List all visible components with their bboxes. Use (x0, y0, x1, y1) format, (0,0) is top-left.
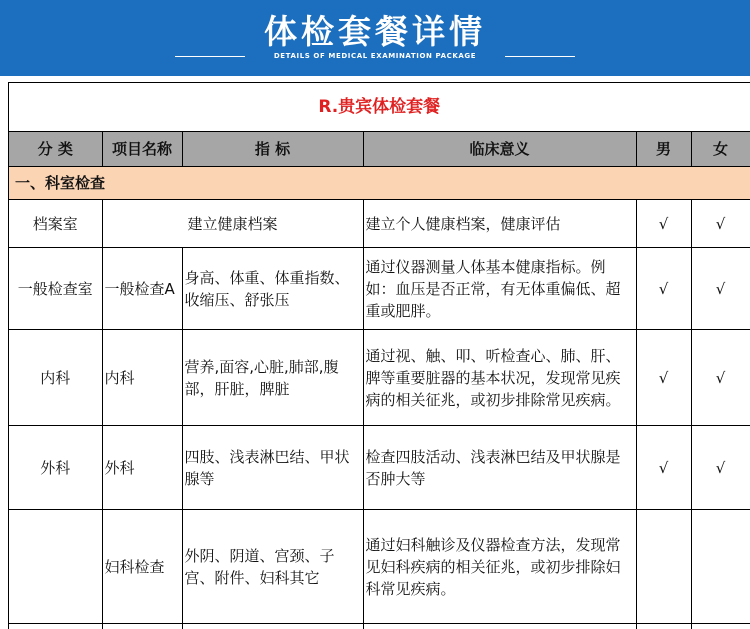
cell-male-check: √ (636, 200, 691, 248)
cell-empty (636, 624, 691, 629)
page-banner (0, 0, 750, 76)
cell-male-check: √ (636, 248, 691, 330)
cell-female-check: √ (691, 200, 750, 248)
table-title-row (9, 83, 750, 132)
header-item: 项目名称 (102, 132, 182, 167)
cell-item: 外科 (102, 426, 182, 510)
section-title: 一、科室检查 (9, 167, 750, 200)
cell-meaning: 检查四肢活动、浅表淋巴结及甲状腺是否肿大等 (363, 426, 636, 510)
cell-empty (182, 624, 363, 629)
cell-female-check: √ (691, 248, 750, 330)
header-category: 分 类 (9, 132, 102, 167)
cell-meaning: 通过视、触、叩、听检查心、肺、肝、脾等重要脏器的基本状况，发现常见疾病的相关征兆，或初步排除常见疾病。 (363, 330, 636, 426)
header-indicators: 指 标 (182, 132, 363, 167)
cell-empty (363, 624, 636, 629)
section-row (9, 167, 750, 200)
table-row (9, 426, 750, 510)
package-table (9, 83, 750, 629)
table-header-row (9, 132, 750, 167)
table-row (9, 248, 750, 330)
cell-empty (102, 624, 182, 629)
header-meaning: 临床意义 (363, 132, 636, 167)
cell-empty (691, 624, 750, 629)
table-row (9, 624, 750, 629)
header-male: 男 (636, 132, 691, 167)
cell-male-check (636, 510, 691, 624)
cell-category: 外科 (9, 426, 102, 510)
cell-category: 内科 (9, 330, 102, 426)
cell-male-check: √ (636, 426, 691, 510)
cell-female-check (691, 510, 750, 624)
banner-title: 体检套餐详情 (0, 6, 750, 53)
cell-female-check: √ (691, 426, 750, 510)
cell-item: 内科 (102, 330, 182, 426)
cell-category: 一般检查室 (9, 248, 102, 330)
cell-indicators: 外阴、阴道、宫颈、子宫、附件、妇科其它 (182, 510, 363, 624)
package-title: R.贵宾体检套餐 (9, 83, 750, 132)
cell-category (9, 510, 102, 624)
table-row (9, 200, 750, 248)
cell-meaning: 通过仪器测量人体基本健康指标。例如：血压是否正常，有无体重偏低、超重或肥胖。 (363, 248, 636, 330)
cell-male-check: √ (636, 330, 691, 426)
cell-category: 档案室 (9, 200, 102, 248)
cell-item: 妇科检查 (102, 510, 182, 624)
cell-indicators: 身高、体重、体重指数、收缩压、舒张压 (182, 248, 363, 330)
cell-female-check: √ (691, 330, 750, 426)
table-row (9, 510, 750, 624)
cell-indicators: 营养,面容,心脏,肺部,腹部，肝脏，脾脏 (182, 330, 363, 426)
cell-meaning: 通过妇科触诊及仪器检查方法，发现常见妇科疾病的相关征兆，或初步排除妇科常见疾病。 (363, 510, 636, 624)
table-row (9, 330, 750, 426)
cell-indicators: 四肢、浅表淋巴结、甲状腺等 (182, 426, 363, 510)
cell-item: 一般检查A (102, 248, 182, 330)
cell-item: 建立健康档案 (102, 200, 363, 248)
header-female: 女 (691, 132, 750, 167)
cell-empty (9, 624, 102, 629)
package-sheet (8, 82, 750, 629)
banner-subtitle: DETAILS OF MEDICAL EXAMINATION PACKAGE (0, 52, 750, 60)
cell-meaning: 建立个人健康档案，健康评估 (363, 200, 636, 248)
